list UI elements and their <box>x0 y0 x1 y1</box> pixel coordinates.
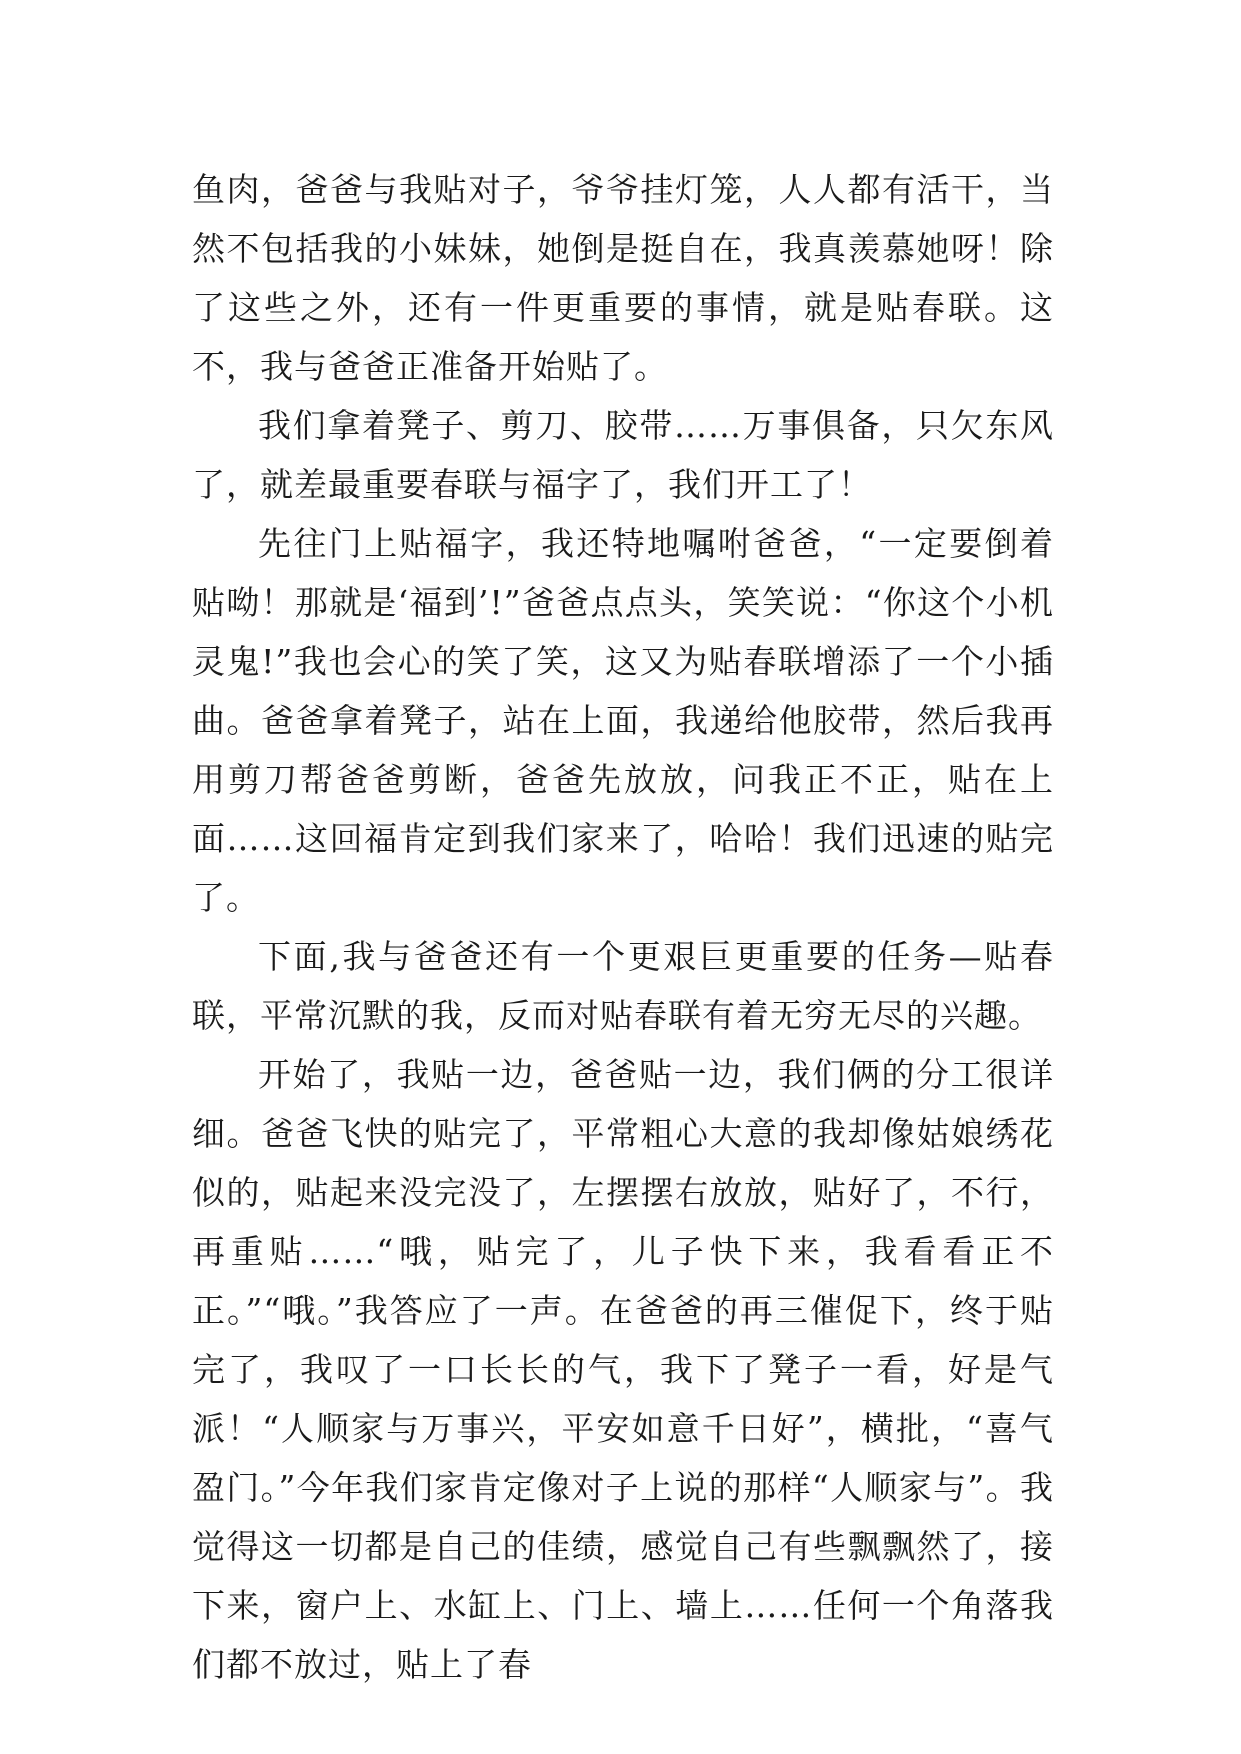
paragraph-4: 下面,我与爸爸还有一个更艰巨更重要的任务—贴春联，平常沉默的我，反而对贴春联有着无穷无尽的兴趣。 <box>192 937 1054 1035</box>
paragraph-3: 先往门上贴福字，我还特地嘱咐爸爸，“一定要倒着贴呦！那就是‘福到’!”爸爸点点头，笑笑说：“你这个小机灵鬼!”我也会心的笑了笑，这又为贴春联增添了一个小插曲。爸爸拿着凳子，站在上面，我递给他胶带，然后我再用剪刀帮爸爸剪断，爸爸先放放，问我正不正，贴在上面……这回福肯定到我们家来了，哈哈！我们迅速的贴完了。 <box>192 524 1054 917</box>
paragraph-2: 我们拿着凳子、剪刀、胶带……万事俱备，只欠东风了，就差最重要春联与福字了，我们开工了！ <box>192 406 1054 504</box>
body-text <box>192 160 1054 1694</box>
paragraph-5: 开始了，我贴一边，爸爸贴一边，我们俩的分工很详细。爸爸飞快的贴完了，平常粗心大意的我却像姑娘绣花似的，贴起来没完没了，左摆摆右放放，贴好了，不行，再重贴……“哦，贴完了，儿子快下来，我看看正不正。”“哦。”我答应了一声。在爸爸的再三催促下，终于贴完了，我叹了一口长长的气，我下了凳子一看，好是气派！“人顺家与万事兴，平安如意千日好”，横批，“喜气盈门。”今年我们家肯定像对子上说的那样“人顺家与”。我觉得这一切都是自己的佳绩，感觉自己有些飘飘然了，接下来，窗户上、水缸上、门上、墙上……任何一个角落我们都不放过，贴上了春 <box>192 1055 1054 1684</box>
paragraph-1: 鱼肉，爸爸与我贴对子，爷爷挂灯笼，人人都有活干，当然不包括我的小妹妹，她倒是挺自在，我真羡慕她呀！除了这些之外，还有一件更重要的事情，就是贴春联。这不，我与爸爸正准备开始贴了。 <box>192 170 1054 386</box>
